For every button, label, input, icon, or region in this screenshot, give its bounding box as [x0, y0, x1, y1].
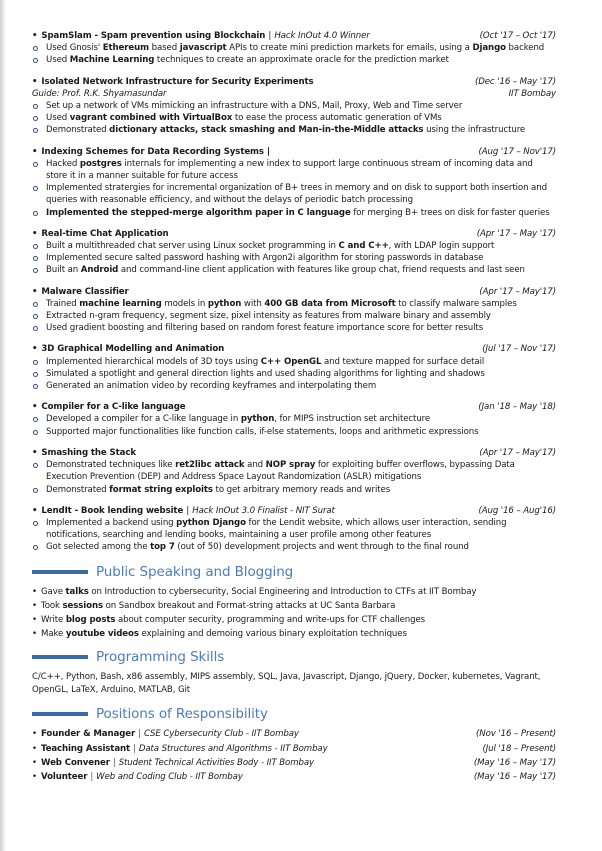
text-segment: to ease the process automatic generation of VMs [232, 113, 442, 124]
text-segment: (out of 50) development projects and went through to the final round [174, 542, 469, 553]
text-segment: Used [46, 55, 70, 66]
text-segment: about computer security, programming and write-ups for CTF challenges [115, 614, 426, 625]
bold-text: machine learning [79, 298, 162, 309]
position-item [32, 743, 556, 755]
text-segment: Used gradient boosting and filtering based on random forest feature importance score for better results [46, 323, 484, 334]
project-title-line [32, 505, 335, 517]
position-date: (May '16 – May '17) [473, 771, 556, 782]
section-header-skills [32, 648, 556, 666]
text-segment: Write [41, 614, 66, 625]
text-segment: for exploiting buffer overflows, bypassing Data Execution Prevention (DEP) and Address Space Layout Randomization (ASLR) mitigations [46, 460, 515, 483]
text-segment: Got selected among the [46, 542, 151, 553]
text-segment: Supported major functionalities like function calls, if-else statements, loops and arithmetic expressions [46, 426, 479, 437]
section-bar [32, 570, 88, 574]
position-org: CSE Cybersecurity Club - IIT Bombay [143, 729, 299, 740]
position-org: Student Technical Activities Body - IIT Bombay [118, 757, 314, 768]
position-role: Web Convener [41, 757, 110, 768]
project-header [32, 30, 556, 42]
bold-text: top 7 [150, 542, 175, 553]
project-title: Real-time Chat Application [41, 228, 169, 239]
bullet-item [32, 182, 556, 206]
text-segment: Took [41, 600, 63, 611]
bullet-item [32, 42, 556, 54]
section-header-positions [32, 705, 556, 723]
text-segment: based [149, 43, 180, 54]
separator: | [186, 505, 190, 516]
project-bullets [32, 413, 556, 437]
project-bullets [32, 298, 556, 335]
position-left [41, 743, 328, 755]
project-entry [32, 76, 556, 137]
section-bar [32, 655, 88, 659]
text-segment: Built an [46, 265, 81, 276]
text-segment: Trained [46, 298, 80, 309]
bold-text: 400 GB data from Microsoft [264, 298, 396, 309]
text-segment: Developed a compiler for a C-like language in [46, 414, 241, 425]
speaking-item [32, 600, 556, 612]
text-segment: techniques to create an approximate oracle for the prediction market [154, 55, 449, 66]
project-date: (Dec '16 – May '17) [474, 76, 556, 87]
project-title: Isolated Network Infrastructure for Security Experiments [41, 76, 314, 87]
position-item [32, 757, 556, 769]
speaking-item [32, 614, 556, 626]
project-date: (Apr '17 – May'17) [479, 286, 556, 297]
text-segment: Implemented a backend using [46, 517, 177, 528]
project-bullets [32, 158, 556, 219]
text-segment: and texture mapped for surface detail [321, 356, 485, 367]
project-title-line [32, 286, 129, 298]
project-header [32, 401, 556, 413]
project-date: (Aug '16 – Aug'16) [478, 505, 556, 516]
skills-text: C/C++, Python, Bash, x86 assembly, MIPS assembly, SQL, Java, Javascript, Django, jQuery, Docker, kubernetes, Vagrant, OpenGL, LaTeX, Arduino, MATLAB, Git [32, 672, 541, 696]
bold-text: postgres [79, 158, 122, 169]
bold-text: Machine Learning [69, 55, 155, 66]
bold-text: youtube videos [65, 629, 139, 640]
project-date: (Jan '18 – May '18) [478, 402, 556, 413]
text-segment: to get arbitrary memory reads and writes [212, 484, 391, 495]
text-segment: internals for implementing a new index to support large continuous stream of incoming data and store it in a manner suitable for future access [46, 158, 533, 182]
text-segment: explaining and demoing various binary exploitation techniques [138, 629, 407, 640]
separator: | [112, 757, 116, 768]
text-segment: to classify malware samples [395, 298, 517, 309]
bold-text: NOP spray [265, 460, 316, 471]
bullet-item [32, 252, 556, 264]
position-role: Volunteer [41, 771, 88, 782]
bold-text: python [207, 298, 242, 309]
project-guide: Guide: Prof. R.K. Shyamasundar [32, 88, 167, 99]
bullet-item [32, 100, 556, 112]
bullet-item [32, 484, 556, 496]
bold-text: dictionary attacks, stack smashing and Man-in-the-Middle attacks [109, 125, 424, 136]
bold-text: C and C++ [338, 241, 389, 252]
text-segment: on Sandbox breakout and Format-string attacks at UC Santa Barbara [102, 600, 396, 611]
bullet-item [32, 413, 556, 425]
text-segment: and [244, 460, 266, 471]
project-title-line [32, 401, 186, 413]
project-guide-row [32, 88, 556, 100]
project-title-line [32, 343, 224, 355]
position-date: (Jul '18 – Present) [482, 743, 556, 754]
project-entry [32, 146, 556, 219]
text-segment: Implemented stratergies for incremental organization of B+ trees in memory and on disk to support both insertion and queries with reasonable efficiency, and without the delays of periodic batch processing [46, 183, 547, 206]
position-left [41, 757, 314, 769]
project-entry [32, 228, 556, 277]
separator: | [138, 729, 141, 740]
bullet-item [32, 158, 556, 182]
text-segment: Used Gnosis' [46, 43, 103, 54]
section-bar [32, 712, 88, 716]
bullet-item [32, 322, 556, 334]
project-award: Hack InOut 4.0 Winner [274, 31, 370, 41]
separator: | [133, 743, 136, 754]
text-segment: Implemented secure salted password hashing with Argon2i algorithm for storing passwords in database [46, 253, 484, 264]
bold-text: C++ OpenGL [260, 356, 322, 367]
speaking-item [32, 586, 556, 598]
positions-list [32, 728, 556, 783]
projects-list [32, 30, 556, 554]
bold-text: Django [472, 43, 506, 54]
bullet-item [32, 356, 556, 368]
bold-text: Android [80, 265, 119, 276]
project-header [32, 228, 556, 240]
project-date: (Apr '17 – May '17) [476, 228, 556, 239]
text-segment: Built a multithreaded chat server using Linux socket programming in [46, 241, 339, 252]
text-segment: with [241, 298, 265, 309]
project-bullets [32, 100, 556, 137]
speaking-list [32, 586, 556, 641]
text-segment: Set up a network of VMs mimicking an infrastructure with a DNS, Mail, Proxy, Web and Time server [46, 101, 463, 112]
project-date: (Oct '17 – Oct '17) [479, 31, 556, 41]
text-segment: APIs to create mini prediction markets for emails, using a [226, 43, 473, 54]
text-segment: and command-line client application with features like group chat, friend requests and last seen [118, 265, 525, 276]
project-title: SpamSlam - Spam prevention using Blockchain [41, 31, 266, 41]
bullet-item [32, 298, 556, 310]
text-segment: , with LDAP login support [388, 241, 495, 252]
project-bullets [32, 459, 556, 496]
section-header-speaking [32, 563, 556, 581]
project-header [32, 447, 556, 459]
text-segment: Demonstrated techniques like [46, 460, 176, 471]
project-header [32, 286, 556, 298]
project-bullets [32, 240, 556, 277]
text-segment: Simulated a spotlight and general direction lights and used shading algorithms for lighting and shadows [46, 368, 485, 379]
project-title-line [32, 447, 136, 459]
position-org: Data Structures and Algorithms - IIT Bombay [138, 743, 328, 754]
text-segment: Generated an animation video by recording keyframes and interpolating them [46, 381, 377, 392]
project-date: (Apr '17 – May'17) [479, 447, 556, 458]
project-title-line [32, 76, 314, 88]
text-segment: , for MIPS instruction set architecture [274, 414, 431, 425]
bullet-item [32, 240, 556, 252]
separator: | [90, 771, 94, 782]
project-title: 3D Graphical Modelling and Animation [41, 344, 225, 355]
position-org: Web and Coding Club - IIT Bombay [96, 771, 243, 782]
bullet-item [32, 124, 556, 136]
project-bullets [32, 517, 556, 554]
project-title: Malware Classifier [41, 286, 129, 297]
project-place: IIT Bombay [508, 88, 556, 99]
project-title: Compiler for a C-like language [41, 402, 186, 413]
project-title: LendIt - Book lending website [41, 505, 184, 516]
bold-text: Ethereum [102, 43, 150, 54]
project-bullets [32, 356, 556, 393]
resume-page [32, 30, 556, 785]
project-entry [32, 505, 556, 554]
speaking-item [32, 628, 556, 640]
bullet-item [32, 112, 556, 124]
position-item [32, 728, 556, 740]
position-role: Founder & Manager [41, 729, 136, 740]
project-header [32, 146, 556, 158]
text-segment: Gave [41, 586, 66, 597]
bullet-item [32, 541, 556, 553]
text-segment: using the infrastructure [423, 125, 526, 136]
bullet-item [32, 459, 556, 483]
project-header [32, 343, 556, 355]
project-title: Indexing Schemes for Data Recording Systems | [41, 146, 270, 157]
bold-text: javascript [179, 43, 227, 54]
bold-text: vagrant combined with VirtualBox [69, 113, 233, 124]
project-header [32, 505, 556, 517]
text-segment: backend [505, 43, 545, 54]
text-segment: on Introduction to cybersecurity, Social Engineering and Introduction to CTFs at IIT Bombay [88, 586, 477, 597]
separator: | [268, 31, 272, 41]
text-segment: Used [46, 113, 70, 124]
project-award: Hack InOut 3.0 Finalist - NIT Surat [192, 505, 335, 516]
bold-text: talks [65, 586, 89, 597]
project-bullets [32, 42, 556, 66]
position-left [41, 771, 243, 783]
project-date: (Jul '17 – Nov '17) [482, 344, 556, 355]
text-segment: Make [41, 629, 66, 640]
bullet-item [32, 368, 556, 380]
project-date: (Aug '17 – Nov'17) [478, 146, 556, 157]
project-entry [32, 401, 556, 438]
bold-text: blog posts [65, 614, 116, 625]
bold-text: format string exploits [109, 484, 213, 495]
position-item [32, 771, 556, 783]
bullet-item [32, 426, 556, 438]
project-title-line [32, 228, 169, 240]
text-segment: Demonstrated [46, 125, 110, 136]
text-segment: for merging B+ trees on disk for faster queries [350, 207, 550, 218]
project-entry [32, 30, 556, 67]
project-title-line [32, 30, 370, 42]
text-segment: Extracted n-gram frequency, segment size, pixel intensity as features from malware binary and assembly [46, 311, 491, 322]
bullet-item [32, 310, 556, 322]
bold-text: python [240, 414, 275, 425]
section-title: Programming Skills [96, 649, 225, 666]
text-segment: Hacked [46, 158, 80, 169]
section-title: Positions of Responsibility [96, 706, 268, 723]
project-title: Smashing the Stack [41, 447, 136, 458]
project-header [32, 76, 556, 88]
bold-text: sessions [62, 600, 103, 611]
project-entry [32, 343, 556, 392]
position-date: (May '16 – May '17) [473, 757, 556, 768]
bullet-item [32, 207, 556, 219]
page-edge [0, 0, 6, 851]
position-role: Teaching Assistant [41, 743, 131, 754]
text-segment: models in [161, 298, 208, 309]
bullet-item [32, 517, 556, 541]
bold-text: Implemented the stepped-merge algorithm paper in C language [46, 207, 351, 218]
text-segment: Demonstrated [46, 484, 110, 495]
bold-text: ret2libc attack [175, 460, 245, 471]
text-segment: for the Lendit website, which allows user interaction, sending notifications, searching and lending books, maintaining a user profile among other features [46, 517, 507, 541]
project-entry [32, 286, 556, 335]
bullet-item [32, 54, 556, 66]
section-title: Public Speaking and Blogging [96, 563, 294, 580]
project-title-line [32, 146, 270, 158]
project-entry [32, 447, 556, 496]
text-segment: Implemented hierarchical models of 3D toys using [46, 356, 261, 367]
bullet-item [32, 264, 556, 276]
position-left [41, 728, 299, 740]
bullet-item [32, 380, 556, 392]
bold-text: python Django [176, 517, 246, 528]
position-date: (Nov '16 – Present) [476, 729, 556, 740]
